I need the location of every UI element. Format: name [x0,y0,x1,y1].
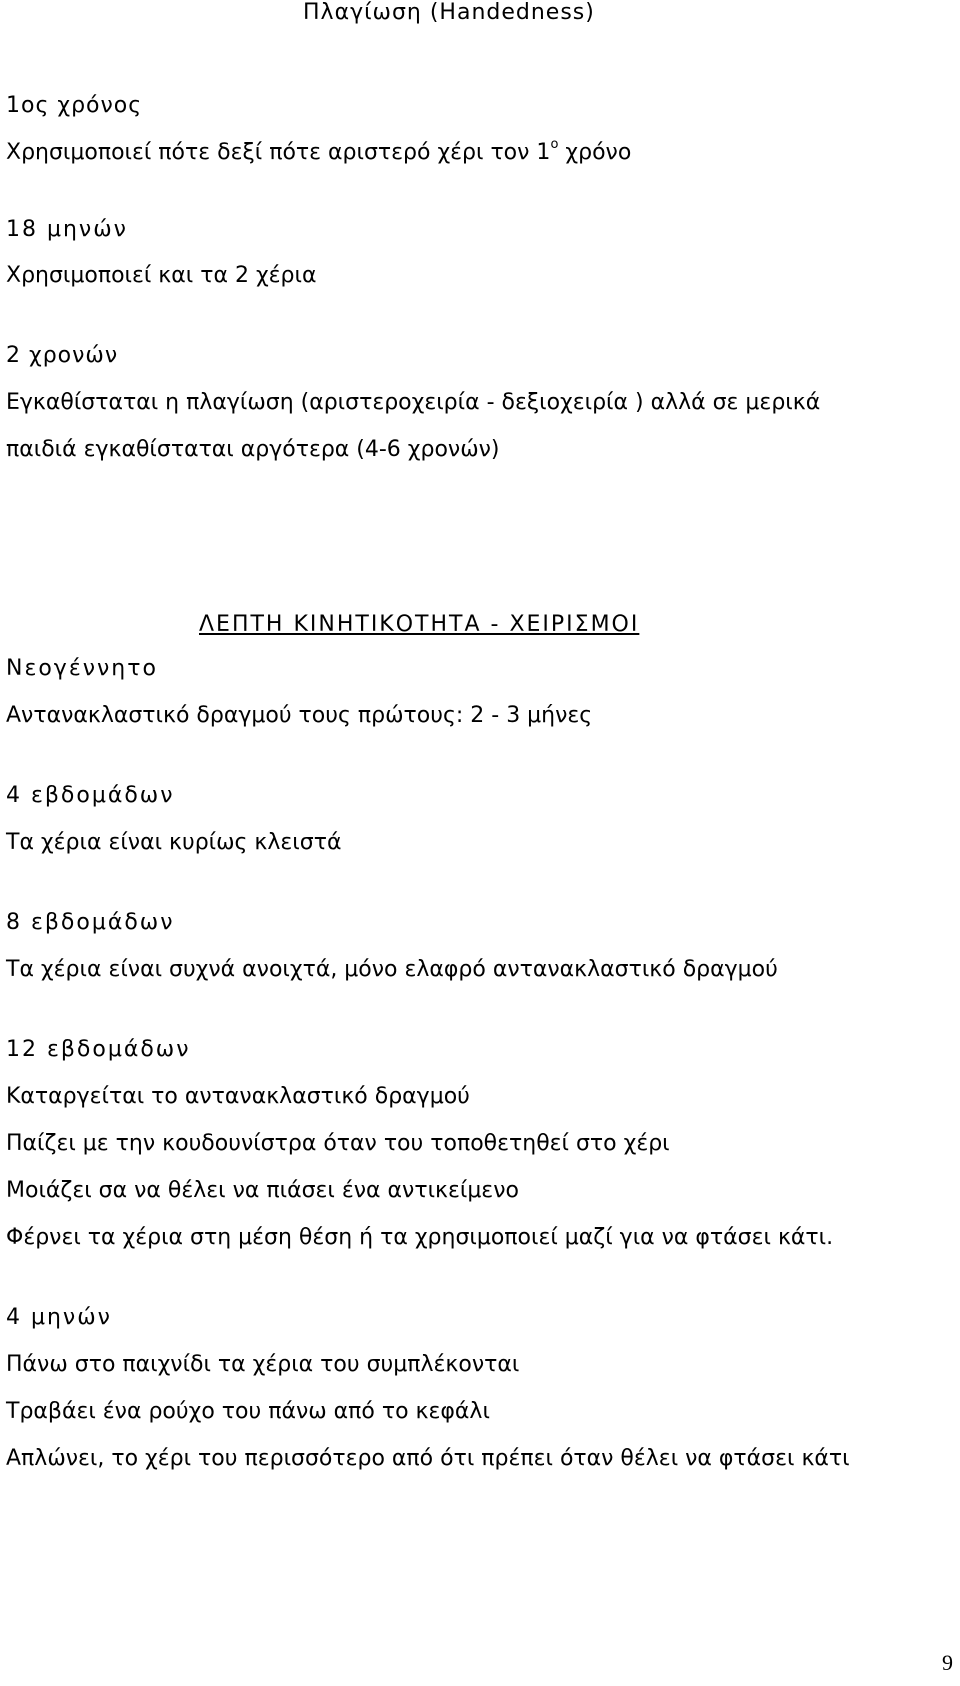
stage-heading-newborn: Νεογέννητο [6,656,158,681]
stage-text-4-weeks: Τα χέρια είναι κυρίως κλειστά [6,830,342,855]
page-number: 9 [942,1650,953,1675]
stage-text-12-weeks-line-4: Φέρνει τα χέρια στη μέση θέση ή τα χρησιμοποιεί μαζί για να φτάσει κάτι. [6,1225,834,1250]
stage-text-1-year [6,137,632,165]
stage-heading-4-weeks: 4 εβδομάδων [6,783,175,808]
stage-text-8-weeks: Τα χέρια είναι συχνά ανοιχτά, μόνο ελαφρό αντανακλαστικό δραγμού [6,957,778,982]
stage-text-1-year-main: Χρησιμοποιεί πότε δεξί πότε αριστερό χέρι τον 1 [6,140,551,165]
stage-text-12-weeks-line-1: Καταργείται το αντανακλαστικό δραγμού [6,1084,470,1109]
stage-text-newborn: Αντανακλαστικό δραγμού τους πρώτους: 2 - 3 μήνες [6,703,593,728]
stage-text-4-months-line-2: Τραβάει ένα ρούχο του πάνω από το κεφάλι [6,1399,490,1424]
page-title: Πλαγίωση (Handedness) [303,0,595,25]
stage-text-1-year-end: χρόνο [558,140,632,165]
stage-text-4-months-line-3: Απλώνει, το χέρι του περισσότερο από ότι πρέπει όταν θέλει να φτάσει κάτι [6,1446,850,1471]
stage-heading-8-weeks: 8 εβδομάδων [6,910,175,935]
stage-text-2-years-line-1: Εγκαθίσταται η πλαγίωση (αριστεροχειρία - δεξιοχειρία ) αλλά σε μερικά [6,390,821,415]
stage-text-4-months-line-1: Πάνω στο παιχνίδι τα χέρια του συμπλέκονται [6,1352,520,1377]
stage-text-12-weeks-line-2: Παίζει με την κουδουνίστρα όταν του τοποθετηθεί στο χέρι [6,1131,670,1156]
stage-heading-18-months: 18 μηνών [6,217,128,242]
stage-text-2-years-line-2: παιδιά εγκαθίσταται αργότερα (4-6 χρονών) [6,437,500,462]
stage-heading-1-year: 1ος χρόνος [6,93,143,118]
stage-heading-12-weeks: 12 εβδομάδων [6,1037,191,1062]
stage-heading-4-months: 4 μηνών [6,1305,112,1330]
stage-text-12-weeks-line-3: Μοιάζει σα να θέλει να πιάσει ένα αντικείμενο [6,1178,519,1203]
ordinal-superscript: ο [550,137,559,152]
stage-text-18-months: Χρησιμοποιεί και τα 2 χέρια [6,263,317,288]
section-heading-fine-motor: ΛΕΠΤΗ ΚΙΝΗΤΙΚΟΤΗΤΑ - ΧΕΙΡΙΣΜΟΙ [199,612,640,637]
stage-heading-2-years: 2 χρονών [6,343,119,368]
